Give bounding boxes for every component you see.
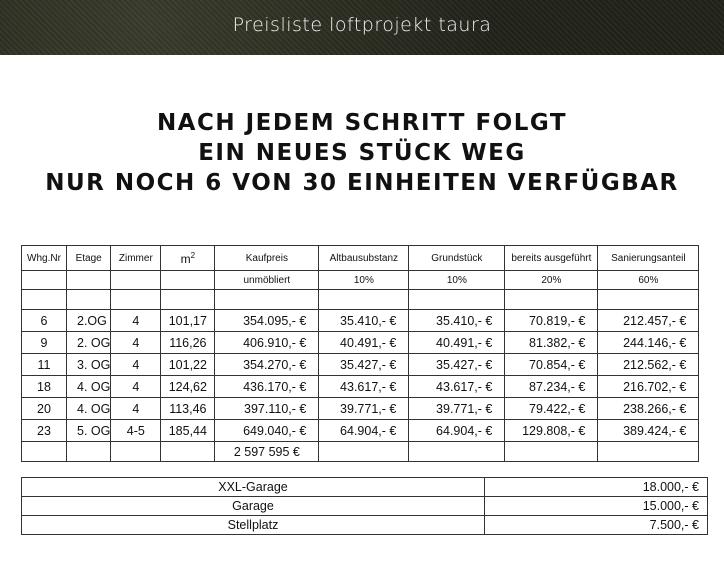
subheader-cell — [22, 271, 67, 290]
parking-price: 15.000,- € — [485, 497, 708, 516]
table-header-row — [22, 246, 699, 271]
rooms: 4 — [111, 310, 161, 332]
parking-label: Garage — [22, 497, 485, 516]
list-item — [22, 497, 708, 516]
land-share: 35.410,- € — [409, 310, 505, 332]
area: 185,44 — [161, 420, 215, 442]
unit-number: 18 — [22, 376, 67, 398]
table-row — [22, 376, 699, 398]
purchase-price: 354.095,- € — [215, 310, 319, 332]
table-row — [22, 398, 699, 420]
header-cell: Grundstück — [409, 246, 505, 271]
floor: 5. OG — [67, 420, 111, 442]
old-substance: 43.617,- € — [319, 376, 409, 398]
headline-line-2: EIN NEUES STÜCK WEG — [198, 140, 526, 166]
area: 116,26 — [161, 332, 215, 354]
land-share: 43.617,- € — [409, 376, 505, 398]
parking-price: 7.500,- € — [485, 516, 708, 535]
headline — [0, 108, 724, 198]
header-banner — [0, 0, 724, 55]
rooms: 4-5 — [111, 420, 161, 442]
already-done: 87.234,- € — [505, 376, 598, 398]
area: 101,17 — [161, 310, 215, 332]
already-done: 70.854,- € — [505, 354, 598, 376]
subheader-cell — [161, 271, 215, 290]
subheader-cell: 10% — [319, 271, 409, 290]
old-substance: 35.427,- € — [319, 354, 409, 376]
parking-label: XXL-Garage — [22, 478, 485, 497]
land-share: 64.904,- € — [409, 420, 505, 442]
table-subheader-row — [22, 271, 699, 290]
rooms: 4 — [111, 332, 161, 354]
subheader-cell — [111, 271, 161, 290]
already-done: 70.819,- € — [505, 310, 598, 332]
old-substance: 39.771,- € — [319, 398, 409, 420]
floor: 4. OG — [67, 376, 111, 398]
purchase-price: 406.910,- € — [215, 332, 319, 354]
renovation-share: 238.266,- € — [598, 398, 699, 420]
header-cell: Zimmer — [111, 246, 161, 271]
headline-line-3: NUR NOCH 6 VON 30 EINHEITEN VERFÜGBAR — [45, 170, 679, 196]
floor: 2. OG — [67, 332, 111, 354]
already-done: 129.808,- € — [505, 420, 598, 442]
header-cell: Whg.Nr — [22, 246, 67, 271]
rooms: 4 — [111, 376, 161, 398]
purchase-price: 436.170,- € — [215, 376, 319, 398]
already-done: 79.422,- € — [505, 398, 598, 420]
subheader-cell: 10% — [409, 271, 505, 290]
purchase-price: 397.110,- € — [215, 398, 319, 420]
unit-number: 6 — [22, 310, 67, 332]
purchase-price: 354.270,- € — [215, 354, 319, 376]
table-spacer-row — [22, 290, 699, 310]
renovation-share: 212.562,- € — [598, 354, 699, 376]
table-total-row — [22, 442, 699, 462]
land-share: 35.427,- € — [409, 354, 505, 376]
subheader-cell — [67, 271, 111, 290]
unit-number: 11 — [22, 354, 67, 376]
subheader-cell: unmöbliert — [215, 271, 319, 290]
purchase-price: 649.040,- € — [215, 420, 319, 442]
headline-line-1: NACH JEDEM SCHRITT FOLGT — [156, 110, 568, 136]
total-price: 2 597 595 € — [215, 442, 319, 462]
renovation-share: 244.146,- € — [598, 332, 699, 354]
header-cell: Altbausubstanz — [319, 246, 409, 271]
land-share: 39.771,- € — [409, 398, 505, 420]
header-cell: Kaufpreis — [215, 246, 319, 271]
parking-label: Stellplatz — [22, 516, 485, 535]
renovation-share: 216.702,- € — [598, 376, 699, 398]
area-unit-sup: 2 — [190, 250, 196, 260]
table-row — [22, 420, 699, 442]
area: 113,46 — [161, 398, 215, 420]
old-substance: 64.904,- € — [319, 420, 409, 442]
area-unit: m — [180, 251, 191, 266]
subheader-cell: 60% — [598, 271, 699, 290]
rooms: 4 — [111, 354, 161, 376]
floor: 3. OG — [67, 354, 111, 376]
list-item — [22, 478, 708, 497]
already-done: 81.382,- € — [505, 332, 598, 354]
floor: 2.OG — [67, 310, 111, 332]
area: 124,62 — [161, 376, 215, 398]
subheader-cell: 20% — [505, 271, 598, 290]
old-substance: 35.410,- € — [319, 310, 409, 332]
unit-number: 9 — [22, 332, 67, 354]
header-cell-area — [161, 246, 215, 271]
rooms: 4 — [111, 398, 161, 420]
table-row — [22, 354, 699, 376]
price-table — [21, 245, 699, 462]
header-cell: Sanierungsanteil — [598, 246, 699, 271]
unit-number: 20 — [22, 398, 67, 420]
table-row — [22, 310, 699, 332]
unit-number: 23 — [22, 420, 67, 442]
parking-price: 18.000,- € — [485, 478, 708, 497]
parking-table — [21, 477, 708, 535]
table-row — [22, 332, 699, 354]
renovation-share: 212.457,- € — [598, 310, 699, 332]
floor: 4. OG — [67, 398, 111, 420]
renovation-share: 389.424,- € — [598, 420, 699, 442]
header-cell: bereits ausgeführt — [505, 246, 598, 271]
banner-title: Preisliste loftprojekt taura — [232, 13, 492, 36]
old-substance: 40.491,- € — [319, 332, 409, 354]
area: 101,22 — [161, 354, 215, 376]
land-share: 40.491,- € — [409, 332, 505, 354]
header-cell: Etage — [67, 246, 111, 271]
list-item — [22, 516, 708, 535]
